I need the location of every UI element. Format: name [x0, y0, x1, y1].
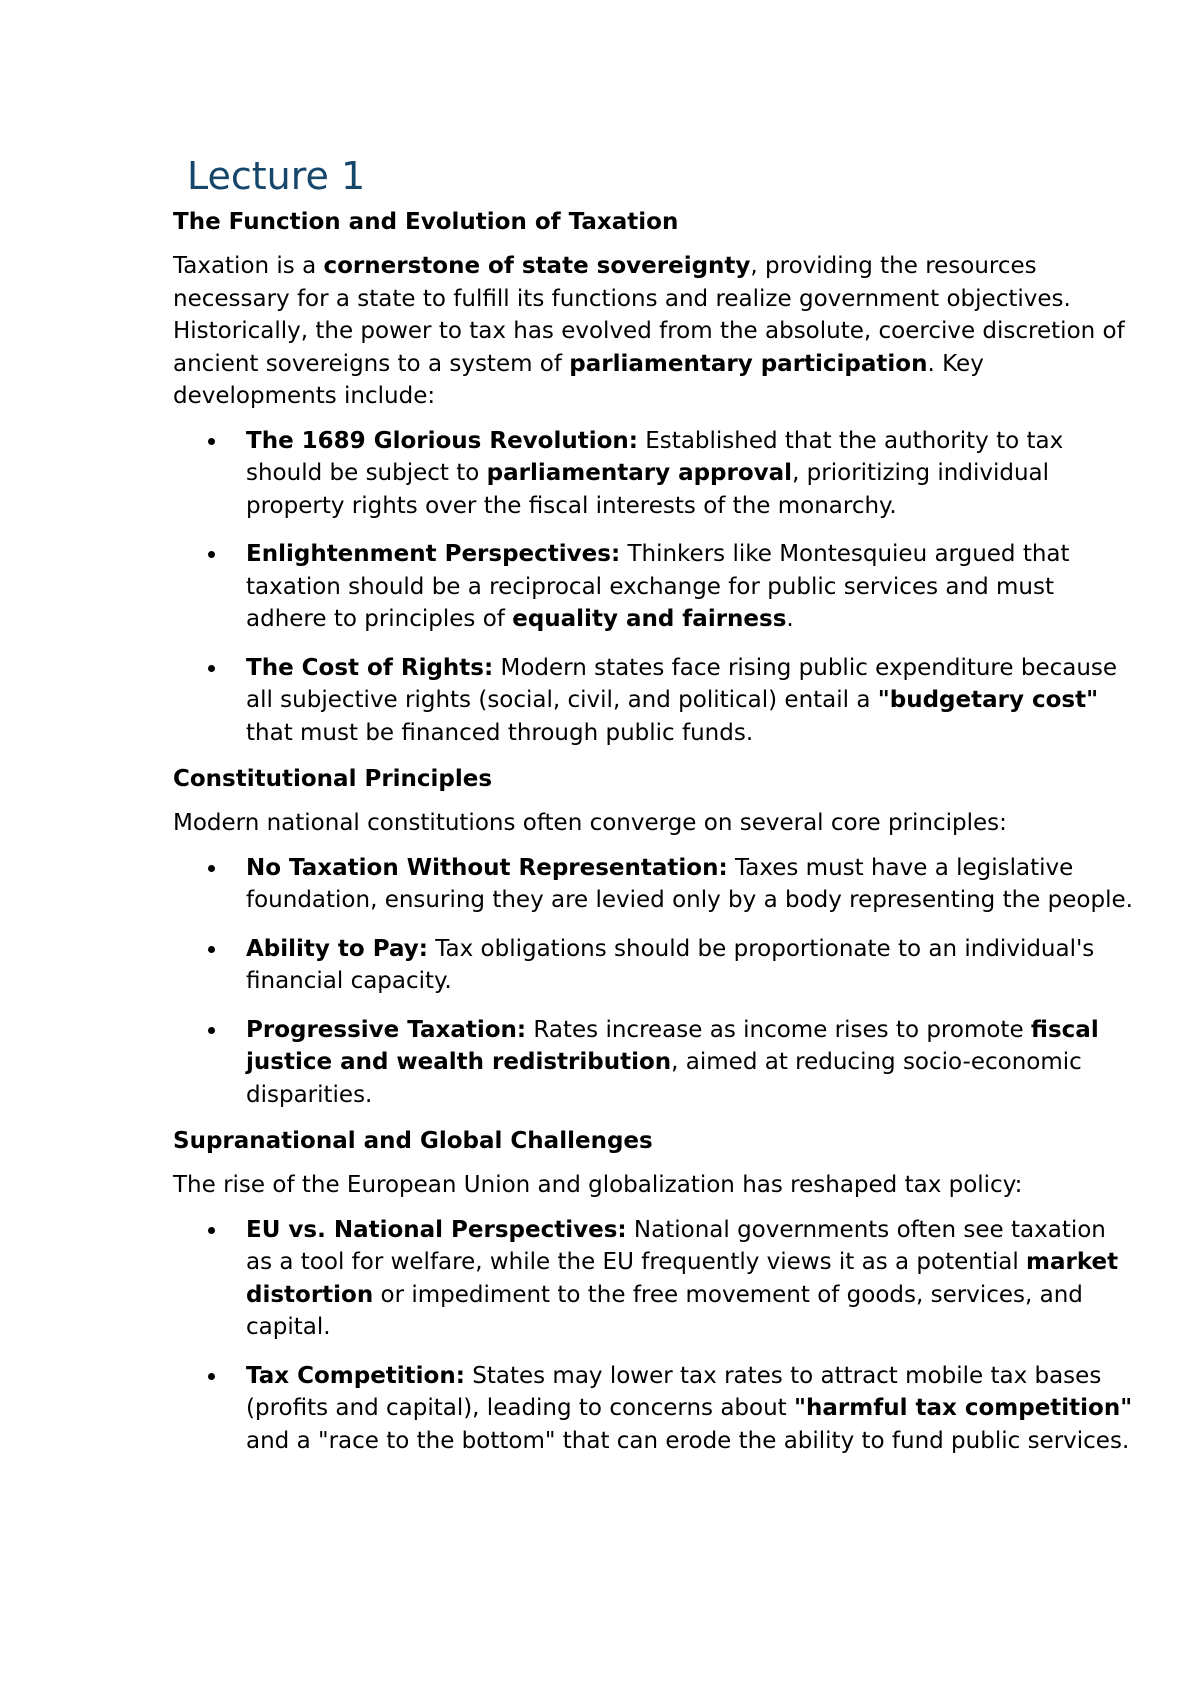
- text-run: . Key developments include:: [173, 350, 984, 409]
- bullet-list-item: [173, 1360, 1133, 1458]
- bullet-list-item: [173, 1214, 1133, 1344]
- bold-text-run: fiscal justice and wealth redistribution: [246, 1016, 1099, 1075]
- bullet-list: [173, 425, 1133, 750]
- bold-text-run: Enlightenment Perspectives:: [246, 541, 621, 567]
- bold-text-run: "budgetary cost": [877, 687, 1099, 713]
- bold-text-run: parliamentary approval: [486, 460, 793, 486]
- bullet-list-item: [173, 1014, 1133, 1112]
- text-run: Established that the authority to tax should be subject to: [246, 427, 1064, 486]
- text-run: States may lower tax rates to attract mobile tax bases (profits and capital), leading to concerns about: [246, 1362, 1102, 1421]
- bold-text-run: Progressive Taxation:: [246, 1016, 527, 1043]
- bold-text-run: cornerstone of state sovereignty: [323, 253, 751, 279]
- bullet-dot-icon: [208, 551, 215, 558]
- document-body: [173, 206, 1133, 1457]
- section-intro-paragraph: [173, 250, 1133, 413]
- bullet-dot-icon: [208, 946, 215, 953]
- bullet-list-item: [173, 538, 1133, 636]
- bold-text-run: parliamentary participation: [569, 350, 928, 377]
- text-run: , providing the resources necessary for a state to fulfill its functions and realize government objectives. Historically, the power to tax has evolved from the absolute, coercive discretion of ancient sovereigns to a system of: [173, 253, 1125, 377]
- bold-text-run: Tax Competition:: [246, 1362, 465, 1389]
- text-run: and a "race to the bottom" that can erode the ability to fund public services.: [246, 1427, 1130, 1454]
- text-run: Taxes must have a legislative foundation, ensuring they are levied only by a body representing the people.: [246, 854, 1133, 913]
- text-run: Thinkers like Montesquieu argued that taxation should be a reciprocal exchange for public services and must adhere to principles of: [246, 541, 1070, 632]
- bold-text-run: The Cost of Rights:: [246, 654, 494, 681]
- text-run: , prioritizing individual property rights over the fiscal interests of the monarchy.: [246, 460, 1050, 519]
- bold-text-run: Ability to Pay:: [246, 935, 428, 962]
- bullet-list: [173, 1214, 1133, 1458]
- text-run: The rise of the European Union and globalization has reshaped tax policy:: [173, 1172, 1023, 1198]
- bold-text-run: equality and fairness: [512, 606, 787, 632]
- bold-text-run: No Taxation Without Representation:: [246, 854, 728, 881]
- bullet-dot-icon: [208, 865, 215, 872]
- bullet-list-item: [173, 852, 1133, 917]
- text-run: that must be financed through public funds.: [246, 719, 754, 746]
- bullet-list-item: [173, 933, 1133, 998]
- bullet-dot-icon: [208, 1373, 215, 1380]
- bold-text-run: "harmful tax competition": [794, 1395, 1133, 1421]
- document-page: [173, 150, 1133, 1471]
- section-heading: Supranational and Global Challenges: [173, 1128, 653, 1154]
- bullet-dot-icon: [208, 1227, 215, 1234]
- text-run: Modern states face rising public expenditure because all subjective rights (social, civil, and political) entail a: [246, 654, 1118, 713]
- document-title: Lecture 1: [187, 154, 366, 198]
- text-run: National governments often see taxation as a tool for welfare, while the EU frequently views it as a potential: [246, 1216, 1106, 1275]
- text-run: , aimed at reducing socio-economic disparities.: [246, 1049, 1082, 1108]
- bullet-dot-icon: [208, 665, 215, 672]
- bullet-list-item: [173, 652, 1133, 750]
- bullet-list-item: [173, 425, 1133, 523]
- section-heading: Constitutional Principles: [173, 766, 493, 792]
- bullet-dot-icon: [208, 438, 215, 445]
- bold-text-run: The 1689 Glorious Revolution:: [246, 427, 638, 454]
- bold-text-run: EU vs. National Perspectives:: [246, 1216, 627, 1243]
- bullet-list: [173, 852, 1133, 1112]
- text-run: or impediment to the free movement of goods, services, and capital.: [246, 1281, 1083, 1340]
- section-intro-paragraph: [173, 807, 1133, 840]
- bullet-dot-icon: [208, 1027, 215, 1034]
- text-run: .: [786, 606, 794, 632]
- section-intro-paragraph: [173, 1169, 1133, 1202]
- text-run: Modern national constitutions often converge on several core principles:: [173, 810, 1007, 836]
- bold-text-run: market distortion: [246, 1249, 1119, 1308]
- text-run: Taxation is a: [173, 253, 324, 279]
- text-run: Tax obligations should be proportionate to an individual's financial capacity.: [246, 935, 1095, 994]
- text-run: Rates increase as income rises to promote: [526, 1016, 1031, 1043]
- section-heading: The Function and Evolution of Taxation: [173, 209, 679, 235]
